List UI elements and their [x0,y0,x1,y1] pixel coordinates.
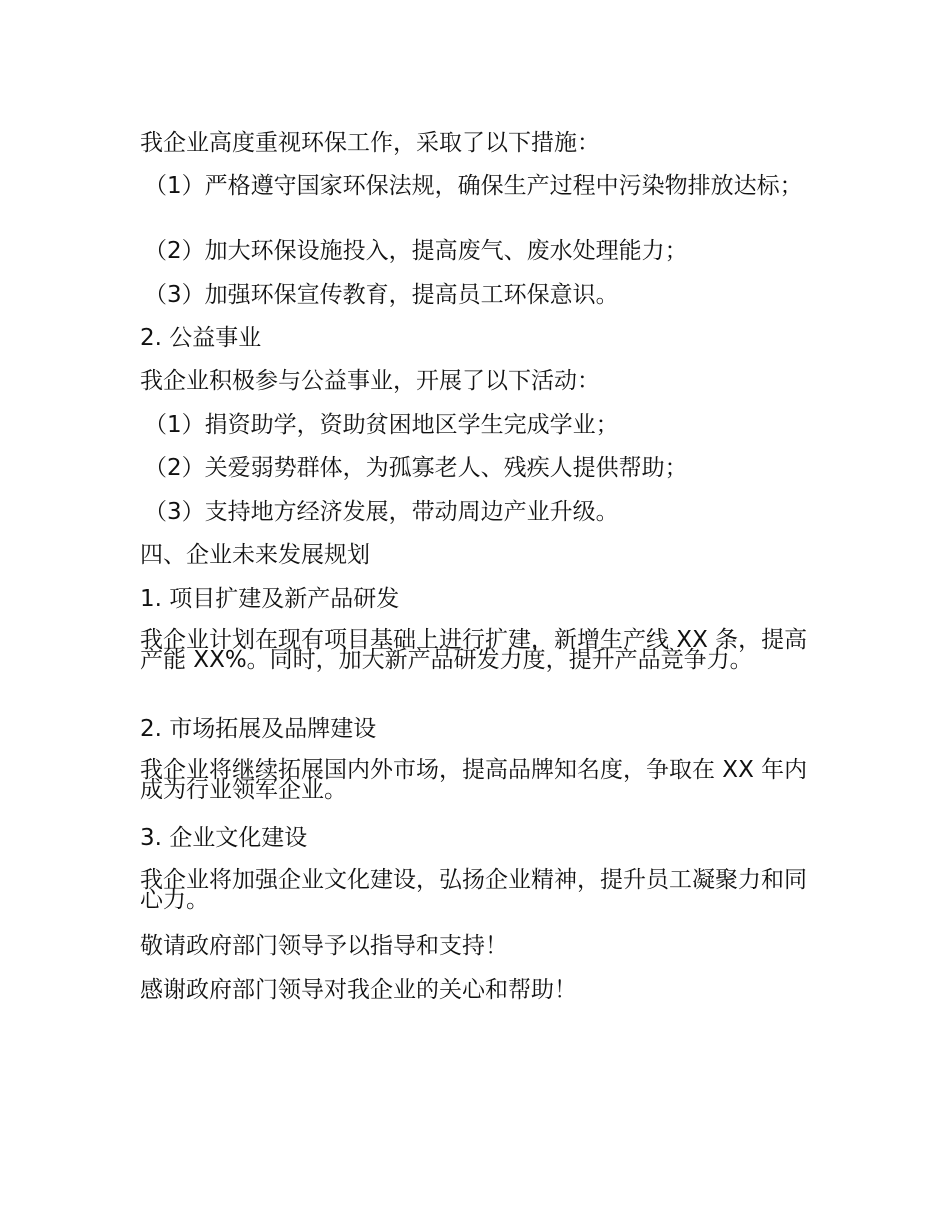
welfare-intro-paragraph: 我企业积极参与公益事业，开展了以下活动： [140,368,600,394]
plan-2-paragraph: 我企业将继续拓展国内外市场，提高品牌知名度，争取在 XX 年内成为行业领军企业。 [140,757,808,803]
env-intro-paragraph: 我企业高度重视环保工作，采取了以下措施： [140,130,600,156]
welfare-item-2: （2）关爱弱势群体，为孤寡老人、残疾人提供帮助； [144,455,688,481]
closing-thanks: 感谢政府部门领导对我企业的关心和帮助！ [140,977,577,1003]
plan-3-paragraph: 我企业将加强企业文化建设，弘扬企业精神，提升员工凝聚力和同心力。 [140,867,807,913]
env-item-3: （3）加强环保宣传教育，提高员工环保意识。 [144,282,619,308]
plan-1-heading: 1. 项目扩建及新产品研发 [140,586,400,612]
welfare-item-3: （3）支持地方经济发展，带动周边产业升级。 [144,499,619,525]
plan-1-paragraph: 我企业计划在现有项目基础上进行扩建，新增生产线 XX 条，提高产能 XX%。同时，加大新产品研发力度，提升产品竞争力。 [140,627,808,673]
env-item-1: （1）严格遵守国家环保法规，确保生产过程中污染物排放达标； [144,173,803,199]
closing-request: 敬请政府部门领导予以指导和支持！ [140,933,508,959]
plan-3-heading: 3. 企业文化建设 [140,825,308,851]
welfare-heading: 2. 公益事业 [140,325,262,351]
welfare-item-1: （1）捐资助学，资助贫困地区学生完成学业； [144,412,619,438]
section-4-heading: 四、企业未来发展规划 [140,542,370,568]
env-item-2: （2）加大环保设施投入，提高废气、废水处理能力； [144,238,688,264]
plan-2-heading: 2. 市场拓展及品牌建设 [140,716,377,742]
